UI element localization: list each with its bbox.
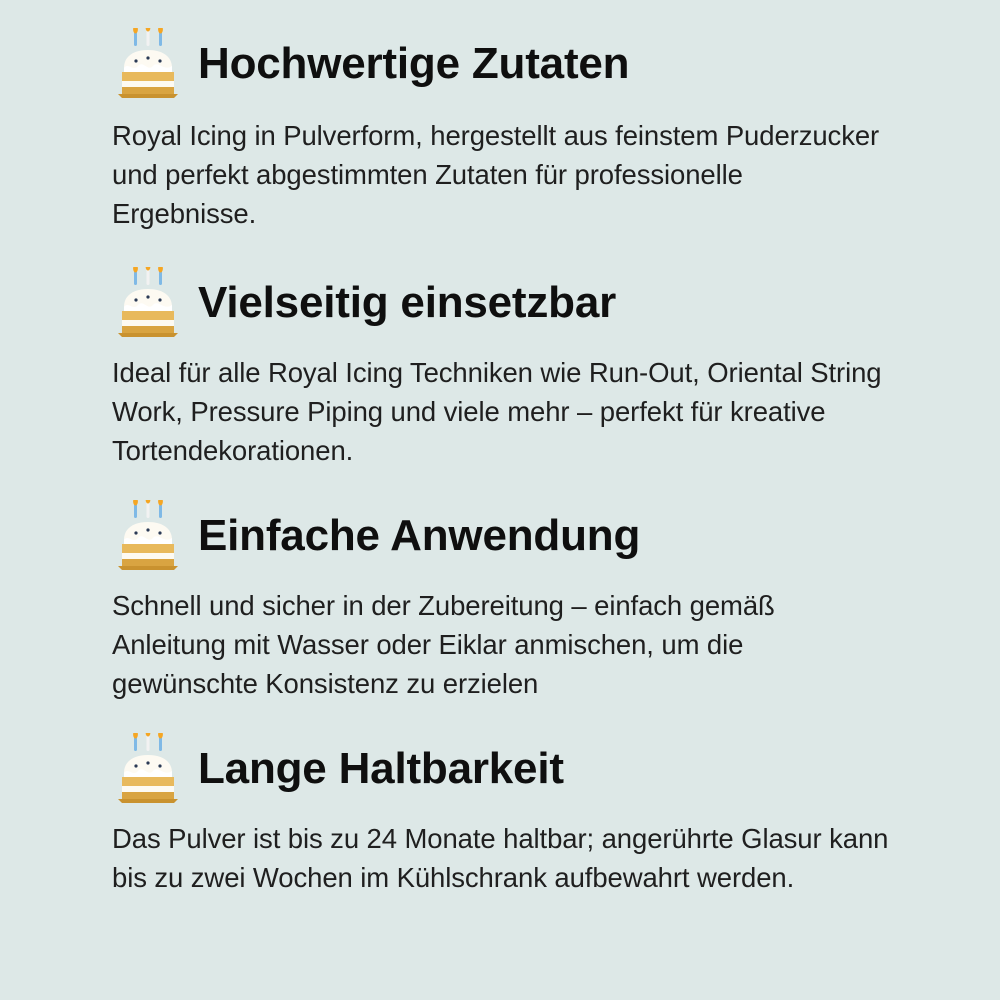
feature-title: Lange Haltbarkeit — [198, 744, 564, 794]
birthday-cake-icon — [112, 267, 184, 339]
feature-title: Hochwertige Zutaten — [198, 38, 630, 88]
birthday-cake-icon — [112, 500, 184, 572]
feature-item — [112, 28, 890, 233]
birthday-cake-icon — [112, 733, 184, 805]
feature-title: Einfache Anwendung — [198, 511, 641, 561]
feature-description: Das Pulver ist bis zu 24 Monate haltbar; angerührte Glasur kann bis zu zwei Wochen im Kühlschrank aufbewahrt werden. — [112, 823, 889, 894]
feature-item — [112, 500, 890, 703]
feature-header — [112, 733, 890, 805]
feature-item — [112, 267, 890, 470]
feature-title: Vielseitig einsetzbar — [198, 278, 617, 328]
feature-header — [112, 28, 890, 100]
feature-header — [112, 267, 890, 339]
feature-description: Royal Icing in Pulverform, hergestellt aus feinstem Puderzucker und perfekt abgestimmten Zutaten für professionelle Ergebnisse. — [112, 120, 880, 230]
feature-description: Ideal für alle Royal Icing Techniken wie Run-Out, Oriental String Work, Pressure Piping und viele mehr – perfekt für kreative Tortendekorationen. — [112, 357, 882, 467]
feature-description: Schnell und sicher in der Zubereitung – einfach gemäß Anleitung mit Wasser oder Eiklar anmischen, um die gewünschte Konsistenz zu erzielen — [112, 590, 775, 700]
feature-header — [112, 500, 890, 572]
birthday-cake-icon — [112, 28, 184, 100]
feature-item — [112, 733, 890, 897]
